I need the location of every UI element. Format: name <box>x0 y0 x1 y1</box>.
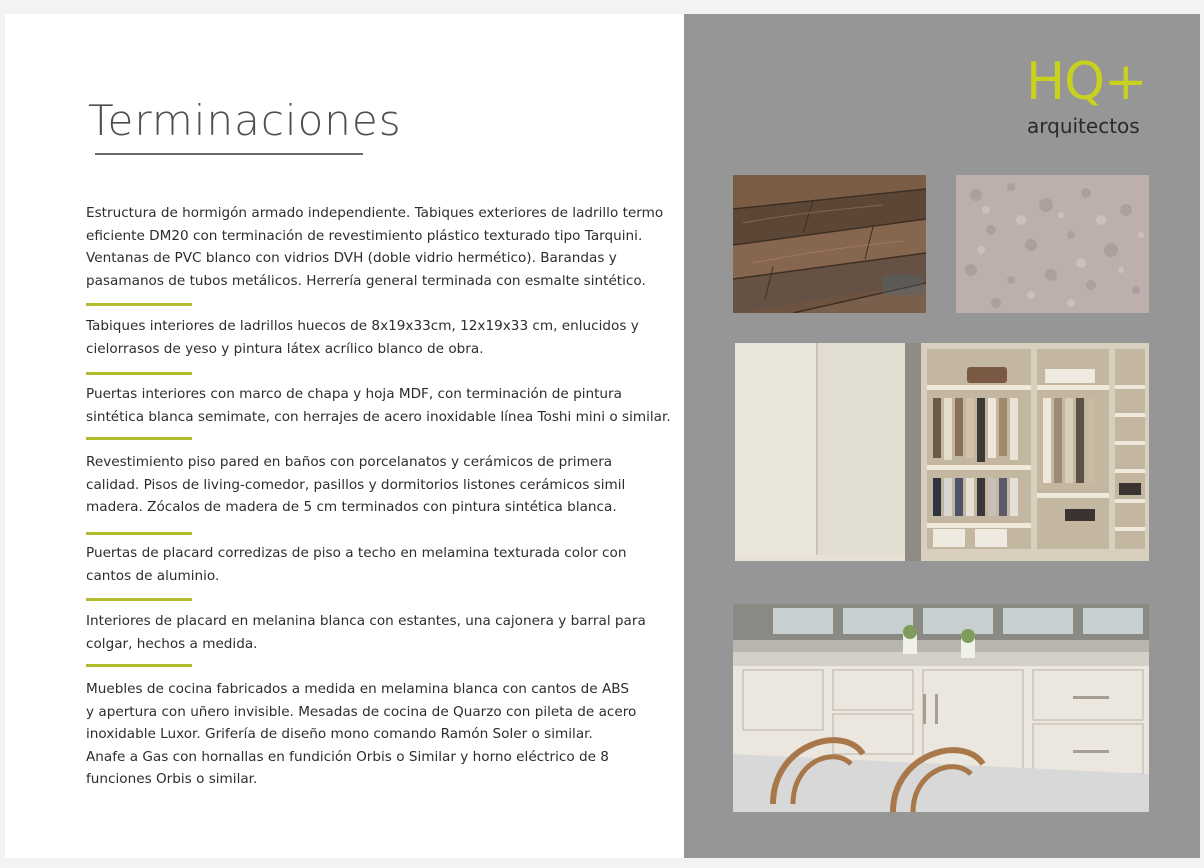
photo-wall-texture <box>956 175 1149 313</box>
section-separator <box>86 437 192 440</box>
section-separator <box>86 532 192 535</box>
photo-wardrobe <box>735 343 1149 561</box>
page-title: Terminaciones <box>88 96 402 145</box>
photo-wood-floor <box>733 175 926 313</box>
paragraph-cocina <box>86 678 656 791</box>
text-line: Tabiques interiores de ladrillos huecos de 8x19x33cm, 12x19x33 cm, enlucidos y <box>86 318 639 334</box>
text-line: sintética blanca semimate, con herrajes de acero inoxidable línea Toshi mini o similar. <box>86 408 671 425</box>
text-line: Estructura de hormigón armado independiente. Tabiques exteriores de ladrillo termo <box>86 205 664 221</box>
text-line: cielorrasos de yeso y pintura látex acrílico blanco de obra. <box>86 340 484 357</box>
text-line: madera. Zócalos de madera de 5 cm terminados con pintura sintética blanca. <box>86 499 617 516</box>
text-line: calidad. Pisos de living-comedor, pasillos y dormitorios listones cerámicos simil <box>86 476 626 493</box>
text-line: Interiores de placard en melanina blanca con estantes, una cajonera y barral para <box>86 613 646 629</box>
section-separator <box>86 303 192 306</box>
text-line: Ventanas de PVC blanco con vidrios DVH (doble vidrio hermético). Barandas y <box>86 250 617 267</box>
text-line: pasamanos de tubos metálicos. Herrería general terminada con esmalte sintético. <box>86 272 646 289</box>
paragraph-puertas <box>86 383 671 428</box>
section-separator <box>86 372 192 375</box>
text-line: colgar, hechos a medida. <box>86 635 258 652</box>
text-line: Puertas interiores con marco de chapa y hoja MDF, con terminación de pintura <box>86 386 622 402</box>
brand-logo-subtitle: arquitectos <box>1027 114 1140 138</box>
text-line: Puertas de placard corredizas de piso a techo en melamina texturada color con <box>86 545 627 561</box>
text-line: funciones Orbis o similar. <box>86 771 258 788</box>
text-line: eficiente DM20 con terminación de revestimiento plástico texturado tipo Tarquini. <box>86 227 643 244</box>
text-line: cantos de aluminio. <box>86 567 220 584</box>
text-line: Anafe a Gas con hornallas en fundición Orbis o Similar y horno eléctrico de 8 <box>86 748 609 765</box>
paragraph-revestimiento <box>86 451 656 519</box>
text-line: Revestimiento piso pared en baños con porcelanatos y cerámicos de primera <box>86 454 613 470</box>
brand-logo-mark: HQ+ <box>1026 52 1147 112</box>
paragraph-placard-interiores <box>86 610 656 655</box>
title-underline <box>95 153 363 155</box>
paragraph-tabiques <box>86 315 656 360</box>
photo-kitchen <box>733 604 1149 812</box>
paragraph-estructura <box>86 202 664 292</box>
text-line: Muebles de cocina fabricados a medida en melamina blanca con cantos de ABS <box>86 681 630 697</box>
text-line: inoxidable Luxor. Grifería de diseño mono comando Ramón Soler o similar. <box>86 726 593 743</box>
paragraph-placard-puertas <box>86 542 656 587</box>
text-line: y apertura con uñero invisible. Mesadas de cocina de Quarzo con pileta de acero <box>86 703 637 720</box>
section-separator <box>86 664 192 667</box>
section-separator <box>86 598 192 601</box>
